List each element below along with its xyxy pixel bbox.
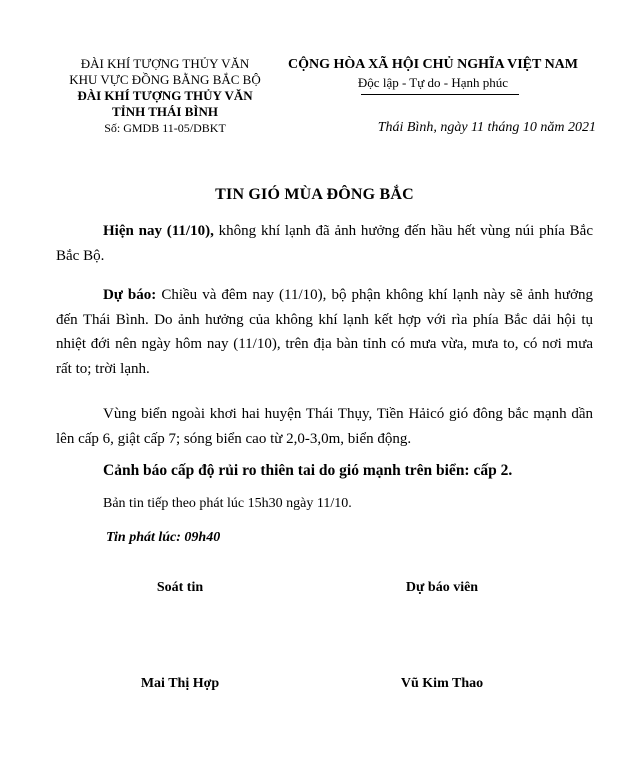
country-name: CỘNG HÒA XÃ HỘI CHỦ NGHĨA VIỆT NAM <box>287 57 578 72</box>
issue-date: Thái Bình, ngày 11 tháng 10 năm 2021 <box>377 120 596 135</box>
document-title: TIN GIÓ MÙA ĐÔNG BẮC <box>215 186 414 203</box>
next-bulletin-note: Bản tin tiếp theo phát lúc 15h30 ngày 11/10. <box>103 496 352 511</box>
paragraph-forecast <box>56 283 593 381</box>
national-header <box>278 56 588 91</box>
agency-line-3: ĐÀI KHÍ TƯỢNG THỦY VĂN <box>77 88 253 103</box>
forecaster-name: Vũ Kim Thao <box>400 676 484 691</box>
issued-time: Tin phát lúc: 09h40 <box>106 530 221 545</box>
issuing-agency <box>40 56 290 136</box>
agency-line-2: KHU VỰC ĐỒNG BẰNG BẮC BỘ <box>69 72 261 87</box>
document-number: Số: GMDB 11-05/DBKT <box>104 121 226 135</box>
forecast-text: Chiều và đêm nay (11/10), bộ phận không khí lạnh này sẽ ảnh hưởng đến Thái Bình. Do ảnh hưởng của không khí lạnh kết hợp với rìa phía Bắc dải hội tụ nhiệt đới nên ngày hôm nay (11/10), trên địa bàn tỉnh có mưa vừa, mưa to, có nơi mưa rất to; trời lạnh. <box>56 287 593 377</box>
forecast-lead: Dự báo: <box>103 287 157 303</box>
checker-title: Soát tin <box>156 580 204 595</box>
paragraph-sea-area: Vùng biển ngoài khơi hai huyện Thái Thụy, Tiền Hảicó gió đông bắc mạnh dần lên cấp 6, giật cấp 7; sóng biển cao từ 2,0-3,0m, biển động. <box>56 406 593 447</box>
risk-warning: Cảnh báo cấp độ rủi ro thiên tai do gió mạnh trên biển: cấp 2. <box>103 462 513 479</box>
motto-underline <box>361 94 519 95</box>
current-status-text: không khí lạnh đã ảnh hưởng đến hầu hết vùng núi phía Bắc Bắc Bộ. <box>56 223 594 264</box>
agency-line-1: ĐÀI KHÍ TƯỢNG THỦY VĂN <box>80 56 250 71</box>
national-motto: Độc lập - Tự do - Hạnh phúc <box>357 75 509 90</box>
paragraph-current-status <box>56 219 593 268</box>
checker-name: Mai Thị Hợp <box>140 676 220 691</box>
current-status-lead: Hiện nay (11/10), <box>103 223 214 239</box>
agency-line-4: TỈNH THÁI BÌNH <box>112 104 218 119</box>
forecaster-title: Dự báo viên <box>405 580 479 595</box>
